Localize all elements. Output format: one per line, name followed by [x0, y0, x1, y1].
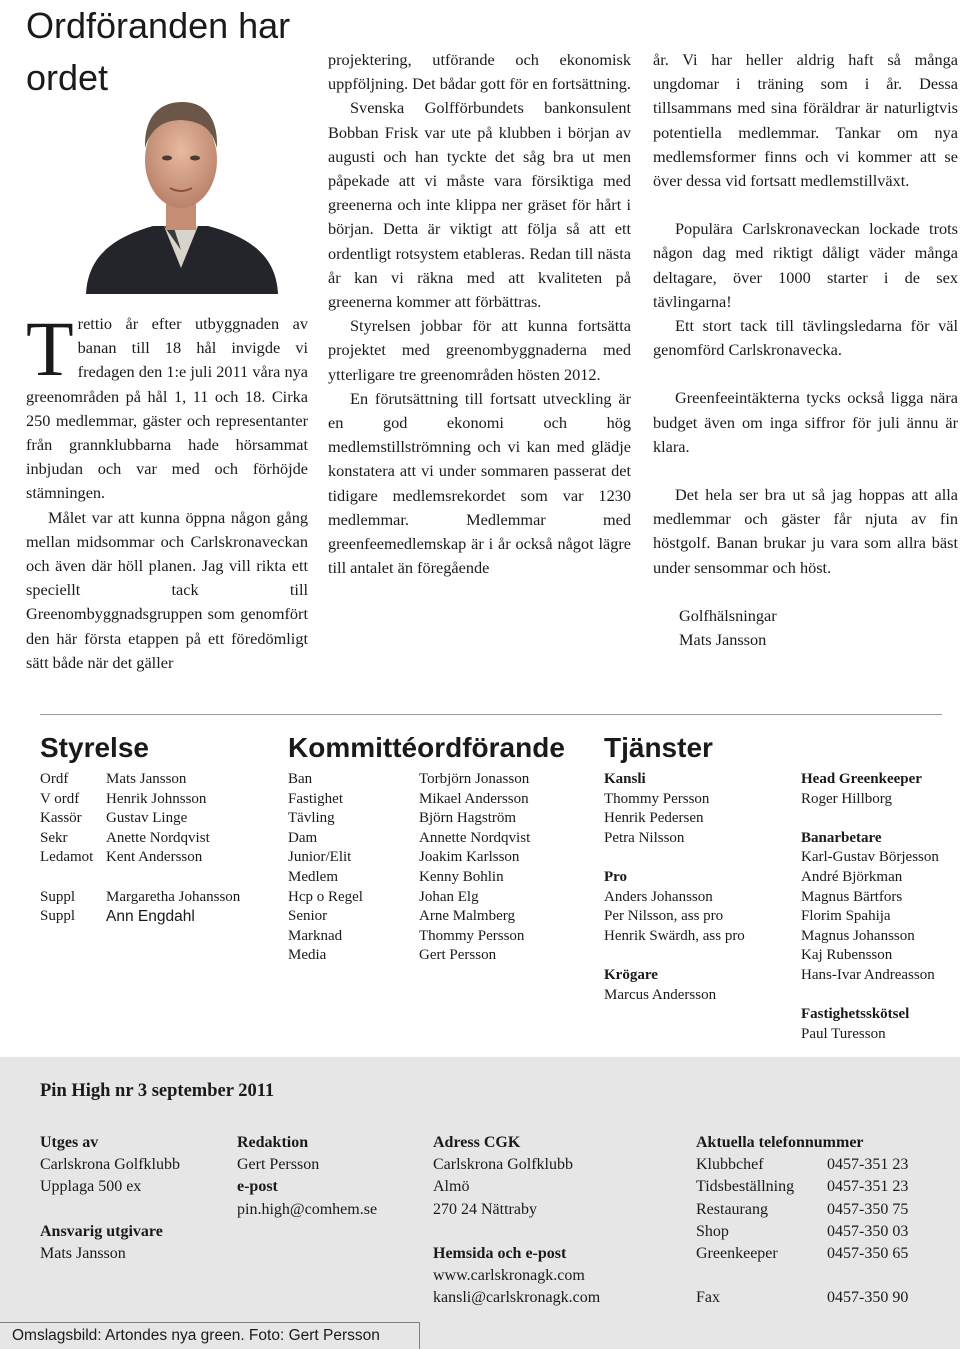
list-item: Medlem Kenny Bohlin — [288, 868, 504, 885]
list-item: Tävling Björn Hagström — [288, 810, 517, 827]
list-item: Suppl Ann Engdahl — [40, 908, 195, 926]
editor-email-link[interactable]: pin.high@comhem.se — [237, 1200, 378, 1218]
article-paragraph: En förutsättning till fortsatt utveckling är en god ekonomi och hög medlemstillströmning och vi kan med glädje konstatera att vi under sommaren passerat det tidigare medlemsrekordet som var 1230 medlemmar. Medlemmar med greenfeemedlemskap är i år också något lägre till antalet än föregående — [328, 388, 631, 578]
kommitte-list — [288, 770, 530, 966]
article-paragraph: projektering, utförande och ekonomisk uppföljning. Det bådar gott för en fortsättning. — [328, 50, 631, 94]
list-item: Hcp o Regel Johan Elg — [288, 888, 479, 905]
tjanster-list-left — [604, 770, 745, 1005]
article-paragraph: år. Vi har heller aldrig haft så många ungdomar i träning som i år. Dessa tillsammans med sina föräldrar är naturligtvis potentiella medlemmar. Tankar om nya medlemsformer finns och vi kommer att se över dessa vid fortsatt medlemstillväxt. — [653, 50, 958, 191]
styrelse-heading: Styrelse — [40, 732, 149, 763]
tjanster-heading: Tjänster — [604, 732, 713, 763]
phone-row: Shop 0457-350 03 — [696, 1222, 909, 1240]
website-link[interactable]: www.carlskronagk.com — [433, 1267, 585, 1285]
editorial-block — [237, 1132, 377, 1221]
address-block — [433, 1132, 600, 1310]
phone-row: Tidsbeställning 0457-351 23 — [696, 1178, 909, 1196]
office-email-link[interactable]: kansli@carlskronagk.com — [433, 1289, 601, 1307]
list-item: André Björkman — [801, 868, 903, 885]
print-run: Upplaga 500 ex — [40, 1178, 142, 1196]
list-item: Marknad Thommy Persson — [288, 927, 525, 944]
block-heading: Adress CGK — [433, 1134, 521, 1151]
phone-row: Restaurang 0457-350 75 — [696, 1200, 909, 1218]
block-heading: Aktuella telefonnummer — [696, 1134, 864, 1151]
article-paragraph: Trettio år efter utbyggnaden av banan till 18 hål invigde vi fredagen den 1:e juli 2011 våra nya greenområden på hål 1, 11 och 18. Cirka 250 medlemmar, gäster och representanter från grannklubbarna hade hörsammat inbjudan och var med och förhöjde stämningen. — [26, 305, 308, 503]
group-heading: Fastighetsskötsel — [801, 1006, 910, 1023]
kommitte-heading: Kommittéordförande — [288, 732, 565, 763]
list-item: Media Gert Persson — [288, 947, 497, 964]
article-column-2 — [328, 48, 631, 580]
list-item: Anders Johansson — [604, 888, 713, 905]
block-heading: e-post — [237, 1178, 278, 1196]
list-item: Suppl Margaretha Johansson — [40, 888, 241, 905]
article-column-3 — [653, 48, 958, 652]
address-line: Almö — [433, 1178, 470, 1196]
block-heading: Utges av — [40, 1134, 99, 1151]
signature-name: Mats Jansson — [679, 630, 767, 650]
article-title: Ordföranden har ordet — [26, 5, 291, 98]
list-item: Paul Turesson — [801, 1025, 886, 1042]
section-divider — [40, 714, 942, 715]
address-line: Carlskrona Golfklubb — [433, 1156, 573, 1174]
block-heading: Ansvarig utgivare — [40, 1222, 163, 1240]
list-item: Ban Torbjörn Jonasson — [288, 771, 530, 787]
phone-block — [696, 1132, 908, 1310]
list-item: Sekr Anette Nordqvist — [40, 829, 210, 846]
list-item: Ledamot Kent Andersson — [40, 849, 203, 866]
fax-row: Fax 0457-350 90 — [696, 1289, 909, 1307]
address-line: 270 24 Nättraby — [433, 1200, 537, 1218]
list-item: Roger Hillborg — [801, 790, 892, 807]
article-paragraph: Populära Carlskronaveckan lockade trots någon dag med riktigt dåligt väder många deltagare, över 1000 starter i de sex tävlingarna! — [653, 219, 958, 311]
list-item: Marcus Andersson — [604, 986, 717, 1003]
list-item: Ordf Mats Jansson — [40, 771, 187, 787]
list-item: Henrik Pedersen — [604, 810, 704, 827]
chairman-portrait — [78, 78, 284, 294]
block-heading: Hemsida och e-post — [433, 1244, 567, 1262]
tjanster-list-right — [801, 770, 939, 1044]
list-item: Henrik Swärdh, ass pro — [604, 927, 745, 944]
cover-caption: Omslagsbild: Artondes nya green. Foto: Gert Persson — [0, 1322, 420, 1349]
group-heading: Krögare — [604, 966, 658, 983]
list-item: Thommy Persson — [604, 790, 710, 807]
list-item: Dam Annette Nordqvist — [288, 829, 531, 846]
group-heading: Pro — [604, 868, 628, 885]
list-item: Junior/Elit Joakim Karlsson — [288, 849, 520, 866]
list-item: Kaj Rubensson — [801, 947, 893, 964]
list-item: Per Nilsson, ass pro — [604, 908, 724, 925]
article-paragraph: Det hela ser bra ut så jag hoppas att alla medlemmar och gäster får njuta av fin höstgolf. Banan brukar ju vara som allra bäst under sensommar och höst. — [653, 485, 958, 577]
editor-name: Gert Persson — [237, 1156, 320, 1174]
signature-greeting: Golfhälsningar — [679, 605, 777, 625]
drop-cap: T — [26, 305, 74, 392]
phone-row: Greenkeeper 0457-350 65 — [696, 1244, 909, 1262]
list-item: Magnus Bärtfors — [801, 888, 903, 905]
article-paragraph: Målet var att kunna öppna någon gång mellan midsommar och Carlskronaveckan och även där höll planen. Jag vill rikta ett speciellt tack till Greenombyggnadsgruppen som genomfört den här första etappen på ett föredömligt sätt både när det gäller — [26, 507, 308, 672]
group-heading: Kansli — [604, 771, 646, 787]
phone-row: Klubbchef 0457-351 23 — [696, 1156, 909, 1174]
styrelse-list — [40, 770, 240, 927]
block-heading: Redaktion — [237, 1134, 309, 1151]
article-paragraph: Svenska Golfförbundets bankonsulent Bobban Frisk var ute på klubben i början av augusti och han tyckte det såg bra ut men påpekade att vi måste vara försiktiga med greenerna och inte klippa ner gräset för hårt i början. Detta är viktigt att följa så att ett ordentligt rotsystem etableras. Redan till nästa år kan vi räkna med att kvaliteten på greenerna kommer att förbättras. — [328, 98, 631, 312]
list-item: Florim Spahija — [801, 908, 891, 925]
list-item: Magnus Johansson — [801, 927, 915, 944]
responsible-publisher: Mats Jansson — [40, 1244, 126, 1262]
article-paragraph: Ett stort tack till tävlingsledarna för väl genomförd Carlskronavecka. — [653, 316, 958, 360]
list-item: Senior Arne Malmberg — [288, 908, 515, 925]
article-column-1 — [26, 305, 308, 675]
list-item: Kassör Gustav Linge — [40, 810, 188, 827]
list-item: Hans-Ivar Andreasson — [801, 966, 935, 983]
list-item: V ordf Henrik Johnsson — [40, 790, 207, 807]
publisher-block — [40, 1132, 180, 1265]
list-item: Fastighet Mikael Andersson — [288, 790, 529, 807]
group-heading: Banarbetare — [801, 829, 882, 846]
article-paragraph: Styrelsen jobbar för att kunna fortsätta projektet med greenombyggnaderna med ytterligare tre greenområden hösten 2012. — [328, 316, 631, 384]
list-item: Petra Nilsson — [604, 829, 685, 846]
group-heading: Head Greenkeeper — [801, 771, 922, 787]
list-item: Karl-Gustav Börjesson — [801, 849, 939, 866]
publisher-name: Carlskrona Golfklubb — [40, 1156, 180, 1174]
issue-title: Pin High nr 3 september 2011 — [40, 1081, 275, 1101]
article-paragraph: Greenfeeintäkterna tycks också ligga nära budget även om inga siffror för juli ännu är klara. — [653, 388, 958, 456]
